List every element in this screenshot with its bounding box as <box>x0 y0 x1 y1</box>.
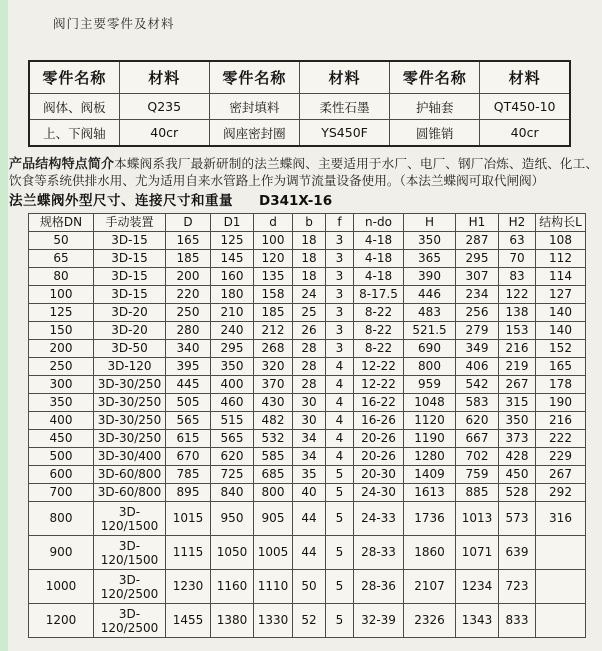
table-cell: 150 <box>29 322 94 340</box>
column-header: 零件名称 <box>209 61 299 94</box>
table-cell: 30 <box>293 412 326 430</box>
table-cell: 25 <box>293 304 326 322</box>
table-cell: 3D-20 <box>94 322 166 340</box>
table-cell: 216 <box>536 412 586 430</box>
table-cell: 800 <box>29 502 94 536</box>
table-cell: 295 <box>211 340 254 358</box>
table-cell: 100 <box>29 286 94 304</box>
table-cell: 8-22 <box>354 304 404 322</box>
materials-table <box>28 60 571 147</box>
table-cell: 5 <box>326 536 354 570</box>
table-cell: 8-22 <box>354 340 404 358</box>
table-cell: 30 <box>293 394 326 412</box>
table-cell: 圆锥销 <box>390 120 480 147</box>
table-cell: 340 <box>166 340 211 358</box>
table-row <box>29 502 586 536</box>
table-cell: 125 <box>211 232 254 250</box>
table-cell: 8-17.5 <box>354 286 404 304</box>
table-cell: 3D-15 <box>94 268 166 286</box>
table-cell: 222 <box>536 430 586 448</box>
table-cell: 1071 <box>456 536 499 570</box>
table-cell: 315 <box>499 394 536 412</box>
intro-bold-label: 产品结构特点简介 <box>9 157 115 172</box>
table-cell: 620 <box>211 448 254 466</box>
table-cell: 585 <box>254 448 293 466</box>
table-cell: 5 <box>326 502 354 536</box>
table-cell: 250 <box>166 304 211 322</box>
table-cell: 482 <box>254 412 293 430</box>
table-cell: 895 <box>166 484 211 502</box>
device-value: 3D-120/2500 <box>100 572 159 601</box>
table-cell: 350 <box>29 394 94 412</box>
table-cell: 216 <box>499 340 536 358</box>
table-row <box>29 394 586 412</box>
table-row <box>29 304 586 322</box>
device-value: 3D-120/1500 <box>100 538 159 567</box>
table-cell: 3D-30/250 <box>94 376 166 394</box>
table-cell: 5 <box>326 570 354 604</box>
table-cell: 300 <box>29 376 94 394</box>
column-header: H <box>404 214 456 232</box>
table-cell: 200 <box>29 340 94 358</box>
table-cell: 8-22 <box>354 322 404 340</box>
table-cell: 1050 <box>211 536 254 570</box>
table-cell <box>94 502 166 536</box>
table-cell: 50 <box>293 570 326 604</box>
table-cell: 18 <box>293 232 326 250</box>
table-cell: 1613 <box>404 484 456 502</box>
table-cell: 3 <box>326 268 354 286</box>
table-cell: 800 <box>404 358 456 376</box>
table-cell: 2326 <box>404 604 456 638</box>
table-cell: 3D-15 <box>94 232 166 250</box>
table-cell: 165 <box>166 232 211 250</box>
table-cell: 158 <box>254 286 293 304</box>
table-cell: 密封填料 <box>209 94 299 120</box>
table-cell: 620 <box>456 412 499 430</box>
table-cell: 3D-20 <box>94 304 166 322</box>
table-cell: 12-22 <box>354 358 404 376</box>
table-cell: 505 <box>166 394 211 412</box>
column-header: n-do <box>354 214 404 232</box>
table-cell: 1343 <box>456 604 499 638</box>
table-cell: 3 <box>326 322 354 340</box>
table-cell: 450 <box>499 466 536 484</box>
table-row <box>29 430 586 448</box>
table-cell: 200 <box>166 268 211 286</box>
table-cell: 140 <box>536 304 586 322</box>
table-cell: 28-33 <box>354 536 404 570</box>
table-cell: 370 <box>254 376 293 394</box>
table-cell: 3D-60/800 <box>94 484 166 502</box>
table-row <box>29 268 586 286</box>
table-cell: 4 <box>326 448 354 466</box>
table-cell: 185 <box>254 304 293 322</box>
table-cell: 759 <box>456 466 499 484</box>
table-cell: 565 <box>211 430 254 448</box>
table-cell: 2107 <box>404 570 456 604</box>
table-cell: 528 <box>499 484 536 502</box>
table-cell: 1280 <box>404 448 456 466</box>
table-cell: 5 <box>326 604 354 638</box>
table-cell: 234 <box>456 286 499 304</box>
table-cell: 12-22 <box>354 376 404 394</box>
table-cell: 210 <box>211 304 254 322</box>
table-cell: 1120 <box>404 412 456 430</box>
table-cell: 219 <box>499 358 536 376</box>
table-cell: 63 <box>499 232 536 250</box>
table-cell: 44 <box>293 536 326 570</box>
table-cell: 20-26 <box>354 430 404 448</box>
table-row <box>29 120 570 147</box>
table-row <box>29 376 586 394</box>
table-cell: 24 <box>293 286 326 304</box>
table-cell: 615 <box>166 430 211 448</box>
table-row <box>29 358 586 376</box>
table-cell: 4 <box>326 412 354 430</box>
table-cell: 1380 <box>211 604 254 638</box>
table-cell: 4 <box>326 430 354 448</box>
table-cell: 350 <box>404 232 456 250</box>
table-cell: 229 <box>536 448 586 466</box>
column-header: D1 <box>211 214 254 232</box>
table-cell: 307 <box>456 268 499 286</box>
column-header: d <box>254 214 293 232</box>
table-cell: 5 <box>326 484 354 502</box>
table-cell: 350 <box>211 358 254 376</box>
table-cell: 220 <box>166 286 211 304</box>
table-cell: 153 <box>499 322 536 340</box>
table-cell: 24-33 <box>354 502 404 536</box>
table-cell: 1160 <box>211 570 254 604</box>
table-cell: 127 <box>536 286 586 304</box>
table-cell: 3D-15 <box>94 286 166 304</box>
table-cell: 670 <box>166 448 211 466</box>
table-cell: 柔性石墨 <box>299 94 389 120</box>
table-cell <box>94 604 166 638</box>
table-cell: 885 <box>456 484 499 502</box>
table-cell: 190 <box>536 394 586 412</box>
table-cell: 24-30 <box>354 484 404 502</box>
table-cell: 160 <box>211 268 254 286</box>
table-cell: 460 <box>211 394 254 412</box>
table-cell: 959 <box>404 376 456 394</box>
table-cell: 1000 <box>29 570 94 604</box>
column-header: 材料 <box>299 61 389 94</box>
intro-text: 本蝶阀系我厂最新研制的法兰蝶阀、主要适用于水厂、电厂、钢厂冶炼、造纸、化工、饮食等系统供排水用、尤为适用自来水管路上作为调节流量设备使用。（本法兰蝶阀可取代闸阀） <box>9 156 598 188</box>
table-cell: 723 <box>499 570 536 604</box>
table-cell: 阀体、阀板 <box>29 94 119 120</box>
table-cell <box>94 536 166 570</box>
table-cell: 26 <box>293 322 326 340</box>
table-cell: 725 <box>211 466 254 484</box>
table-cell: 295 <box>456 250 499 268</box>
table-cell: 685 <box>254 466 293 484</box>
table-cell: 40cr <box>480 120 570 147</box>
table-cell: 4 <box>326 394 354 412</box>
table-cell: 800 <box>254 484 293 502</box>
materials-table-body <box>29 94 570 147</box>
table-row <box>29 94 570 120</box>
table-row <box>29 340 586 358</box>
header-row <box>29 61 570 94</box>
table-cell: 521.5 <box>404 322 456 340</box>
table-cell: 1455 <box>166 604 211 638</box>
table-row <box>29 466 586 484</box>
table-cell: 256 <box>456 304 499 322</box>
table-cell: 1409 <box>404 466 456 484</box>
table-cell: 365 <box>404 250 456 268</box>
table-cell: 3 <box>326 340 354 358</box>
table-cell: 114 <box>536 268 586 286</box>
table-cell: 483 <box>404 304 456 322</box>
column-header: 结构长L <box>536 214 586 232</box>
table-cell: 445 <box>166 376 211 394</box>
table-cell: 785 <box>166 466 211 484</box>
table-cell: 1200 <box>29 604 94 638</box>
table-cell: 240 <box>211 322 254 340</box>
table-cell: 950 <box>211 502 254 536</box>
table-cell: 80 <box>29 268 94 286</box>
table-cell: 100 <box>254 232 293 250</box>
specs-table <box>28 213 586 638</box>
table-cell: 70 <box>499 250 536 268</box>
table-cell: 280 <box>166 322 211 340</box>
column-header: 零件名称 <box>390 61 480 94</box>
table-cell: 349 <box>456 340 499 358</box>
table-cell: 83 <box>499 268 536 286</box>
table-cell: 35 <box>293 466 326 484</box>
table-row <box>29 536 586 570</box>
table-cell: 532 <box>254 430 293 448</box>
table-row <box>29 286 586 304</box>
column-header: f <box>326 214 354 232</box>
dimensions-heading-text: 法兰蝶阀外型尺寸、连接尺寸和重量 <box>9 193 233 210</box>
table-cell: 125 <box>29 304 94 322</box>
specs-table-body <box>29 232 586 638</box>
table-row <box>29 232 586 250</box>
table-cell: 3 <box>326 232 354 250</box>
column-header: 零件名称 <box>29 61 119 94</box>
table-cell: 185 <box>166 250 211 268</box>
table-cell: 3D-60/800 <box>94 466 166 484</box>
table-cell: 44 <box>293 502 326 536</box>
table-cell: 900 <box>29 536 94 570</box>
table-cell: 320 <box>254 358 293 376</box>
table-cell: 1234 <box>456 570 499 604</box>
table-cell: 16-22 <box>354 394 404 412</box>
table-cell <box>536 604 586 638</box>
table-cell: 180 <box>211 286 254 304</box>
table-row <box>29 412 586 430</box>
table-row <box>29 484 586 502</box>
table-cell: 3 <box>326 286 354 304</box>
table-cell: 108 <box>536 232 586 250</box>
column-header: H2 <box>499 214 536 232</box>
device-value: 3D-120/2500 <box>100 606 159 635</box>
table-cell: 3D-15 <box>94 250 166 268</box>
table-cell: 1736 <box>404 502 456 536</box>
table-cell: 4-18 <box>354 268 404 286</box>
table-cell: 18 <box>293 268 326 286</box>
table-cell: 400 <box>211 376 254 394</box>
table-cell: 1005 <box>254 536 293 570</box>
table-cell: 122 <box>499 286 536 304</box>
table-cell: 1330 <box>254 604 293 638</box>
table-cell: 3D-30/250 <box>94 394 166 412</box>
table-cell: 279 <box>456 322 499 340</box>
table-cell: 600 <box>29 466 94 484</box>
column-header: D <box>166 214 211 232</box>
column-header: H1 <box>456 214 499 232</box>
table-cell: 1230 <box>166 570 211 604</box>
table-cell: 316 <box>536 502 586 536</box>
table-cell: 1860 <box>404 536 456 570</box>
table-row <box>29 604 586 638</box>
table-cell: 430 <box>254 394 293 412</box>
table-cell: 20-26 <box>354 448 404 466</box>
table-cell: 120 <box>254 250 293 268</box>
table-cell: 145 <box>211 250 254 268</box>
dimensions-heading <box>9 189 602 209</box>
table-cell: 400 <box>29 412 94 430</box>
table-cell: 267 <box>536 466 586 484</box>
intro-paragraph <box>9 156 598 188</box>
table-cell: 565 <box>166 412 211 430</box>
table-cell: 上、下阀轴 <box>29 120 119 147</box>
table-cell: 3 <box>326 250 354 268</box>
table-cell: 135 <box>254 268 293 286</box>
header-row <box>29 214 586 232</box>
table-cell: 3D-30/250 <box>94 412 166 430</box>
valve-model: D341X-16 <box>259 193 333 210</box>
table-cell: 702 <box>456 448 499 466</box>
table-cell: 3D-120 <box>94 358 166 376</box>
table-cell: 护轴套 <box>390 94 480 120</box>
table-cell: 1013 <box>456 502 499 536</box>
table-row <box>29 250 586 268</box>
table-cell: 500 <box>29 448 94 466</box>
table-cell: 178 <box>536 376 586 394</box>
table-cell: 1110 <box>254 570 293 604</box>
table-cell: 1115 <box>166 536 211 570</box>
table-cell: 212 <box>254 322 293 340</box>
table-cell: 1015 <box>166 502 211 536</box>
table-cell: 250 <box>29 358 94 376</box>
table-cell: 140 <box>536 322 586 340</box>
table-cell: 16-26 <box>354 412 404 430</box>
table-cell: 667 <box>456 430 499 448</box>
table-cell: 4 <box>326 376 354 394</box>
table-cell: 4 <box>326 358 354 376</box>
table-cell: 446 <box>404 286 456 304</box>
column-header: b <box>293 214 326 232</box>
materials-table-head <box>29 61 570 94</box>
table-cell: 450 <box>29 430 94 448</box>
table-cell: 542 <box>456 376 499 394</box>
table-cell: 50 <box>29 232 94 250</box>
table-cell: 65 <box>29 250 94 268</box>
table-cell <box>94 570 166 604</box>
table-cell: 268 <box>254 340 293 358</box>
table-cell: 287 <box>456 232 499 250</box>
table-cell: YS450F <box>299 120 389 147</box>
table-cell: 905 <box>254 502 293 536</box>
table-cell <box>536 536 586 570</box>
table-cell: 112 <box>536 250 586 268</box>
table-cell: 40 <box>293 484 326 502</box>
table-cell: 5 <box>326 466 354 484</box>
table-cell: 395 <box>166 358 211 376</box>
table-cell: 390 <box>404 268 456 286</box>
table-cell: QT450-10 <box>480 94 570 120</box>
table-cell: 152 <box>536 340 586 358</box>
table-cell: 20-30 <box>354 466 404 484</box>
table-cell: 28 <box>293 340 326 358</box>
table-cell: 40cr <box>119 120 209 147</box>
table-row <box>29 322 586 340</box>
table-cell: 428 <box>499 448 536 466</box>
page-content <box>8 0 602 651</box>
table-cell: 34 <box>293 448 326 466</box>
table-cell: 4-18 <box>354 250 404 268</box>
device-value: 3D-120/1500 <box>100 504 159 533</box>
table-cell: 833 <box>499 604 536 638</box>
table-cell: 292 <box>536 484 586 502</box>
table-cell: 18 <box>293 250 326 268</box>
table-cell: 573 <box>499 502 536 536</box>
column-header: 材料 <box>480 61 570 94</box>
page-title: 阀门主要零件及材料 <box>53 16 175 31</box>
table-cell: 165 <box>536 358 586 376</box>
table-cell: 28 <box>293 358 326 376</box>
table-cell: 1190 <box>404 430 456 448</box>
table-cell: 700 <box>29 484 94 502</box>
table-cell: 515 <box>211 412 254 430</box>
table-cell: Q235 <box>119 94 209 120</box>
table-cell: 52 <box>293 604 326 638</box>
table-cell: 406 <box>456 358 499 376</box>
table-cell: 4-18 <box>354 232 404 250</box>
table-cell <box>536 570 586 604</box>
table-cell: 阀座密封圈 <box>209 120 299 147</box>
table-cell: 34 <box>293 430 326 448</box>
table-cell: 28-36 <box>354 570 404 604</box>
table-cell: 1048 <box>404 394 456 412</box>
table-cell: 373 <box>499 430 536 448</box>
table-cell: 840 <box>211 484 254 502</box>
table-row <box>29 570 586 604</box>
column-header: 规格DN <box>29 214 94 232</box>
table-cell: 583 <box>456 394 499 412</box>
table-cell: 32-39 <box>354 604 404 638</box>
table-cell: 3D-50 <box>94 340 166 358</box>
table-cell: 639 <box>499 536 536 570</box>
table-cell: 350 <box>499 412 536 430</box>
table-cell: 267 <box>499 376 536 394</box>
table-cell: 690 <box>404 340 456 358</box>
table-cell: 138 <box>499 304 536 322</box>
column-header: 材料 <box>119 61 209 94</box>
table-row <box>29 448 586 466</box>
column-header: 手动装置 <box>94 214 166 232</box>
table-cell: 3D-30/400 <box>94 448 166 466</box>
table-cell: 3 <box>326 304 354 322</box>
table-cell: 28 <box>293 376 326 394</box>
table-cell: 3D-30/250 <box>94 430 166 448</box>
specs-table-head <box>29 214 586 232</box>
